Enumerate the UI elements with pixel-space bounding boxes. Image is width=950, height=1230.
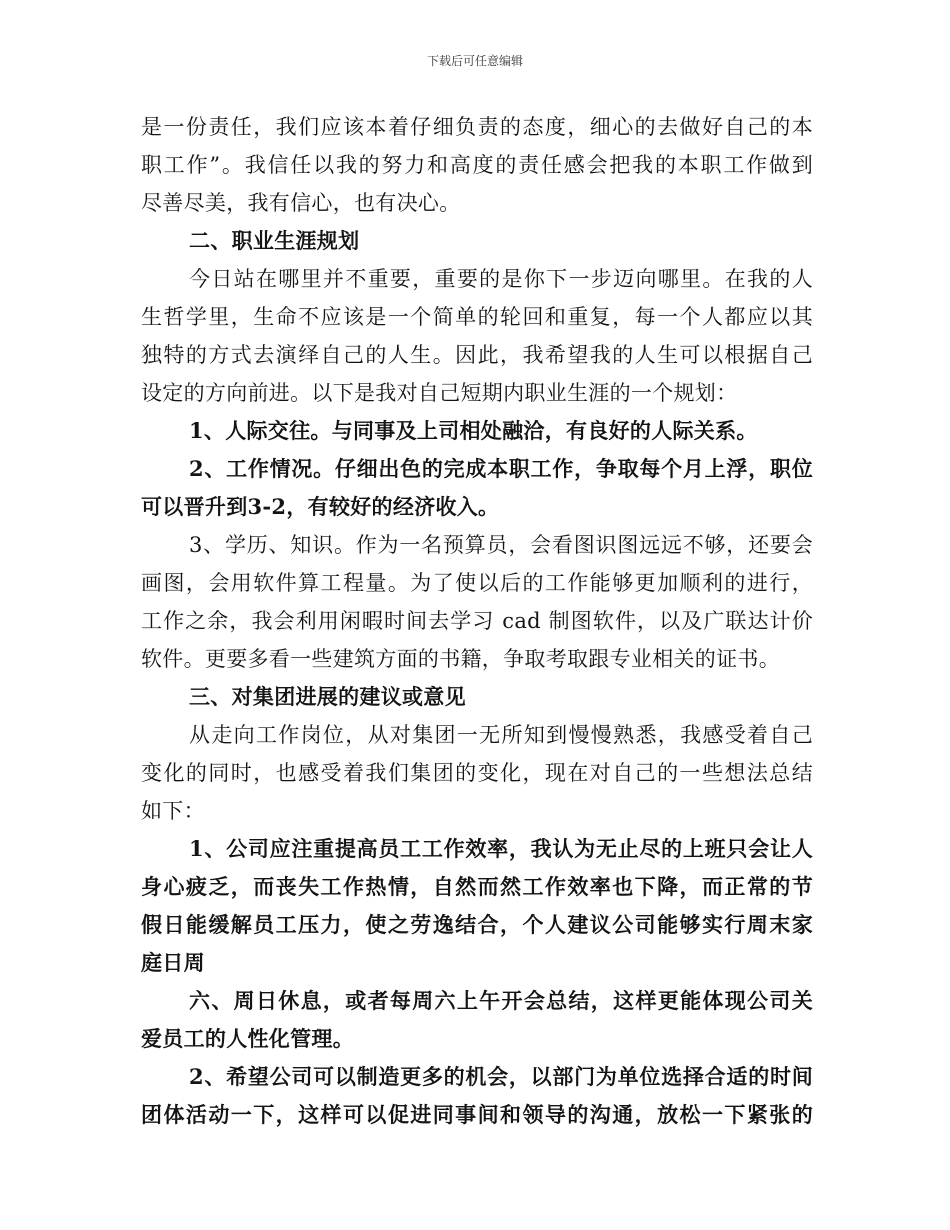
text-line: 变化的同时，也感受着我们集团的变化，现在对自己的一些想法总结: [141, 761, 813, 785]
text-line: 1、人际交往。与同事及上司相处融洽，有良好的人际关系。: [189, 418, 758, 443]
text-line: 可以晋升到3-2，有较好的经济收入。: [141, 494, 500, 519]
text-line: 1、公司应注重提高员工工作效率，我认为无止尽的上班只会让人: [189, 836, 813, 861]
page-header: 下载后可任意编辑: [426, 54, 523, 68]
text-line: 如下：: [141, 799, 205, 823]
text-line: 从走向工作岗位，从对集团一无所知到慢慢熟悉，我感受着自己: [189, 723, 813, 747]
text-line: 六、周日休息，或者每周六上午开会总结，这样更能体现公司关: [189, 988, 813, 1013]
text-line: 2、希望公司可以制造更多的机会，以部门为单位选择合适的时间: [189, 1064, 813, 1089]
text-line: 独特的方式去演绎自己的人生。因此，我希望我的人生可以根据自己: [141, 343, 813, 367]
text-line: 工作之余，我会利用闲暇时间去学习 cad 制图软件，以及广联达计价: [141, 609, 813, 633]
text-line: 尽善尽美，我有信心，也有决心。: [141, 191, 461, 215]
text-line: 三、对集团进展的建议或意见: [189, 684, 466, 709]
text-line: 假日能缓解员工压力，使之劳逸结合，个人建议公司能够实行周末家: [141, 912, 813, 937]
text-line: 3、学历、知识。作为一名预算员，会看图识图远远不够，还要会: [189, 533, 813, 557]
text-line: 是一份责任，我们应该本着仔细负责的态度，细心的去做好自己的本: [141, 115, 813, 139]
document-body: [141, 108, 813, 1134]
text-line: 今日站在哪里并不重要，重要的是你下一步迈向哪里。在我的人: [189, 267, 813, 291]
text-line: 画图，会用软件算工程量。为了使以后的工作能够更加顺利的进行，: [141, 571, 813, 595]
text-line: 爱员工的人性化管理。: [141, 1026, 354, 1051]
text-line: 2、工作情况。仔细出色的完成本职工作，争取每个月上浮，职位: [189, 456, 813, 481]
text-line: 设定的方向前进。以下是我对自己短期内职业生涯的一个规划：: [141, 381, 738, 405]
text-line: 软件。更要多看一些建筑方面的书籍，争取考取跟专业相关的证书。: [141, 647, 780, 671]
text-line: 身心疲乏，而丧失工作热情，自然而然工作效率也下降，而正常的节: [141, 874, 813, 899]
text-line: 二、职业生涯规划: [189, 228, 360, 253]
text-line: 庭日周: [141, 950, 205, 975]
text-line: 职工作”。我信任以我的努力和高度的责任感会把我的本职工作做到: [141, 153, 813, 177]
text-line: 生哲学里，生命不应该是一个简单的轮回和重复，每一个人都应以其: [141, 305, 813, 329]
text-line: 团体活动一下，这样可以促进同事间和领导的沟通，放松一下紧张的: [141, 1102, 813, 1127]
